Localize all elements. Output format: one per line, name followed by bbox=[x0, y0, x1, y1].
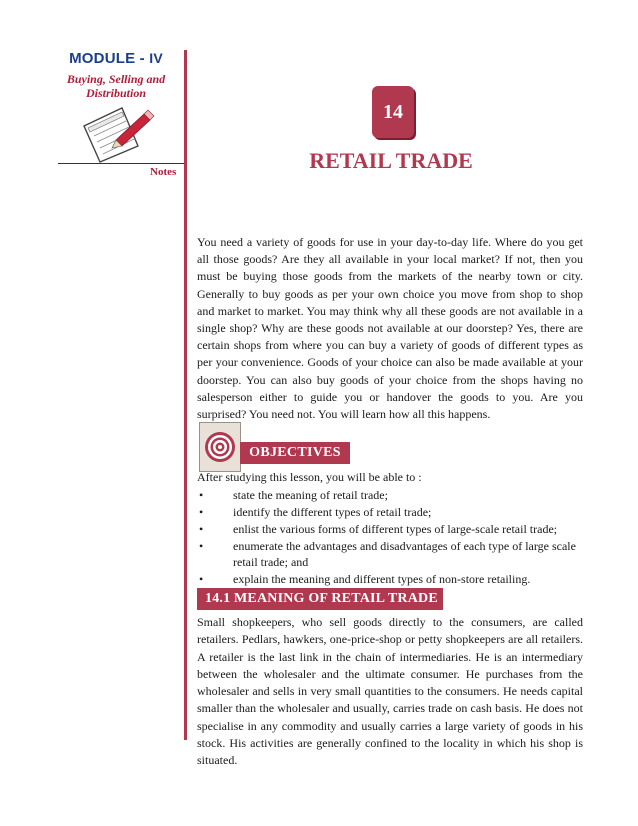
chapter-number-badge: 14 bbox=[372, 86, 414, 138]
bullet-icon: • bbox=[199, 488, 204, 502]
list-item bbox=[197, 504, 587, 520]
bullet-icon: • bbox=[199, 539, 204, 553]
bullet-icon: • bbox=[199, 505, 204, 519]
notes-label: Notes bbox=[150, 166, 177, 178]
notes-divider bbox=[58, 163, 185, 164]
module-subtitle: Buying, Selling and Distribution bbox=[66, 72, 166, 100]
margin-rule bbox=[184, 50, 187, 740]
objectives-lead: After studying this lesson, you will be able to : bbox=[197, 470, 422, 484]
intro-paragraph: You need a variety of goods for use in your day-to-day life. Where do you get all those goods? Are they all available in your local market? If not, then you must be buying those goods from the markets of the nearby town or city. Generally to buy goods as per your own choice you move from shop to shop and market to market. You may think why all these goods are not available in a single shop? Why are these goods not available at our doorstep? Yes, there are certain shops from where you can buy a variety of goods of different types as per your convenience. Goods of your choice can also be made available at your doorstep. You can also buy goods of your choice from the shops having no salesperson either to guide you or handover the goods to you. Are you surprised? You need not. You will learn how all this happens. bbox=[197, 235, 583, 422]
list-item bbox=[197, 571, 587, 587]
objective-text: enlist the various forms of different types of large-scale retail trade; bbox=[233, 522, 558, 536]
objectives-heading: OBJECTIVES bbox=[240, 442, 350, 464]
list-item bbox=[197, 538, 587, 571]
objective-text: identify the different types of retail trade; bbox=[233, 505, 432, 519]
section-paragraph: Small shopkeepers, who sell goods directly to the consumers, are called retailers. Pedlars, hawkers, one-price-shop or petty shopkeepers are all retailers. A retailer is the last link in the chain of intermediaries. He is an intermediary between the wholesaler and the ultimate consumer. He purchases from the wholesaler and sells in very small quantities to the consumers. He needs capital smaller than the wholesaler and usually, carries trade on cash basis. He does not specialise in any commodity and usually carries a large variety of goods in his stock. His activities are generally confined to the locality in which his shop is situated. bbox=[197, 615, 583, 768]
objective-text: enumerate the advantages and disadvantages of each type of large scale retail trade; and bbox=[233, 539, 576, 570]
target-icon bbox=[199, 422, 241, 472]
section-heading: 14.1 MEANING OF RETAIL TRADE bbox=[197, 588, 443, 610]
module-title bbox=[66, 50, 166, 67]
objective-text: explain the meaning and different types of non-store retailing. bbox=[233, 572, 531, 587]
chapter-title: RETAIL TRADE bbox=[309, 148, 473, 173]
module-label: MODULE - bbox=[69, 50, 150, 67]
bullet-icon: • bbox=[199, 572, 204, 587]
notepad-pencil-icon bbox=[78, 100, 158, 166]
module-number: IV bbox=[149, 50, 163, 66]
bullet-icon: • bbox=[199, 522, 204, 536]
list-item bbox=[197, 487, 587, 503]
objectives-list bbox=[197, 487, 587, 588]
objective-text: state the meaning of retail trade; bbox=[233, 488, 388, 502]
list-item bbox=[197, 521, 587, 537]
